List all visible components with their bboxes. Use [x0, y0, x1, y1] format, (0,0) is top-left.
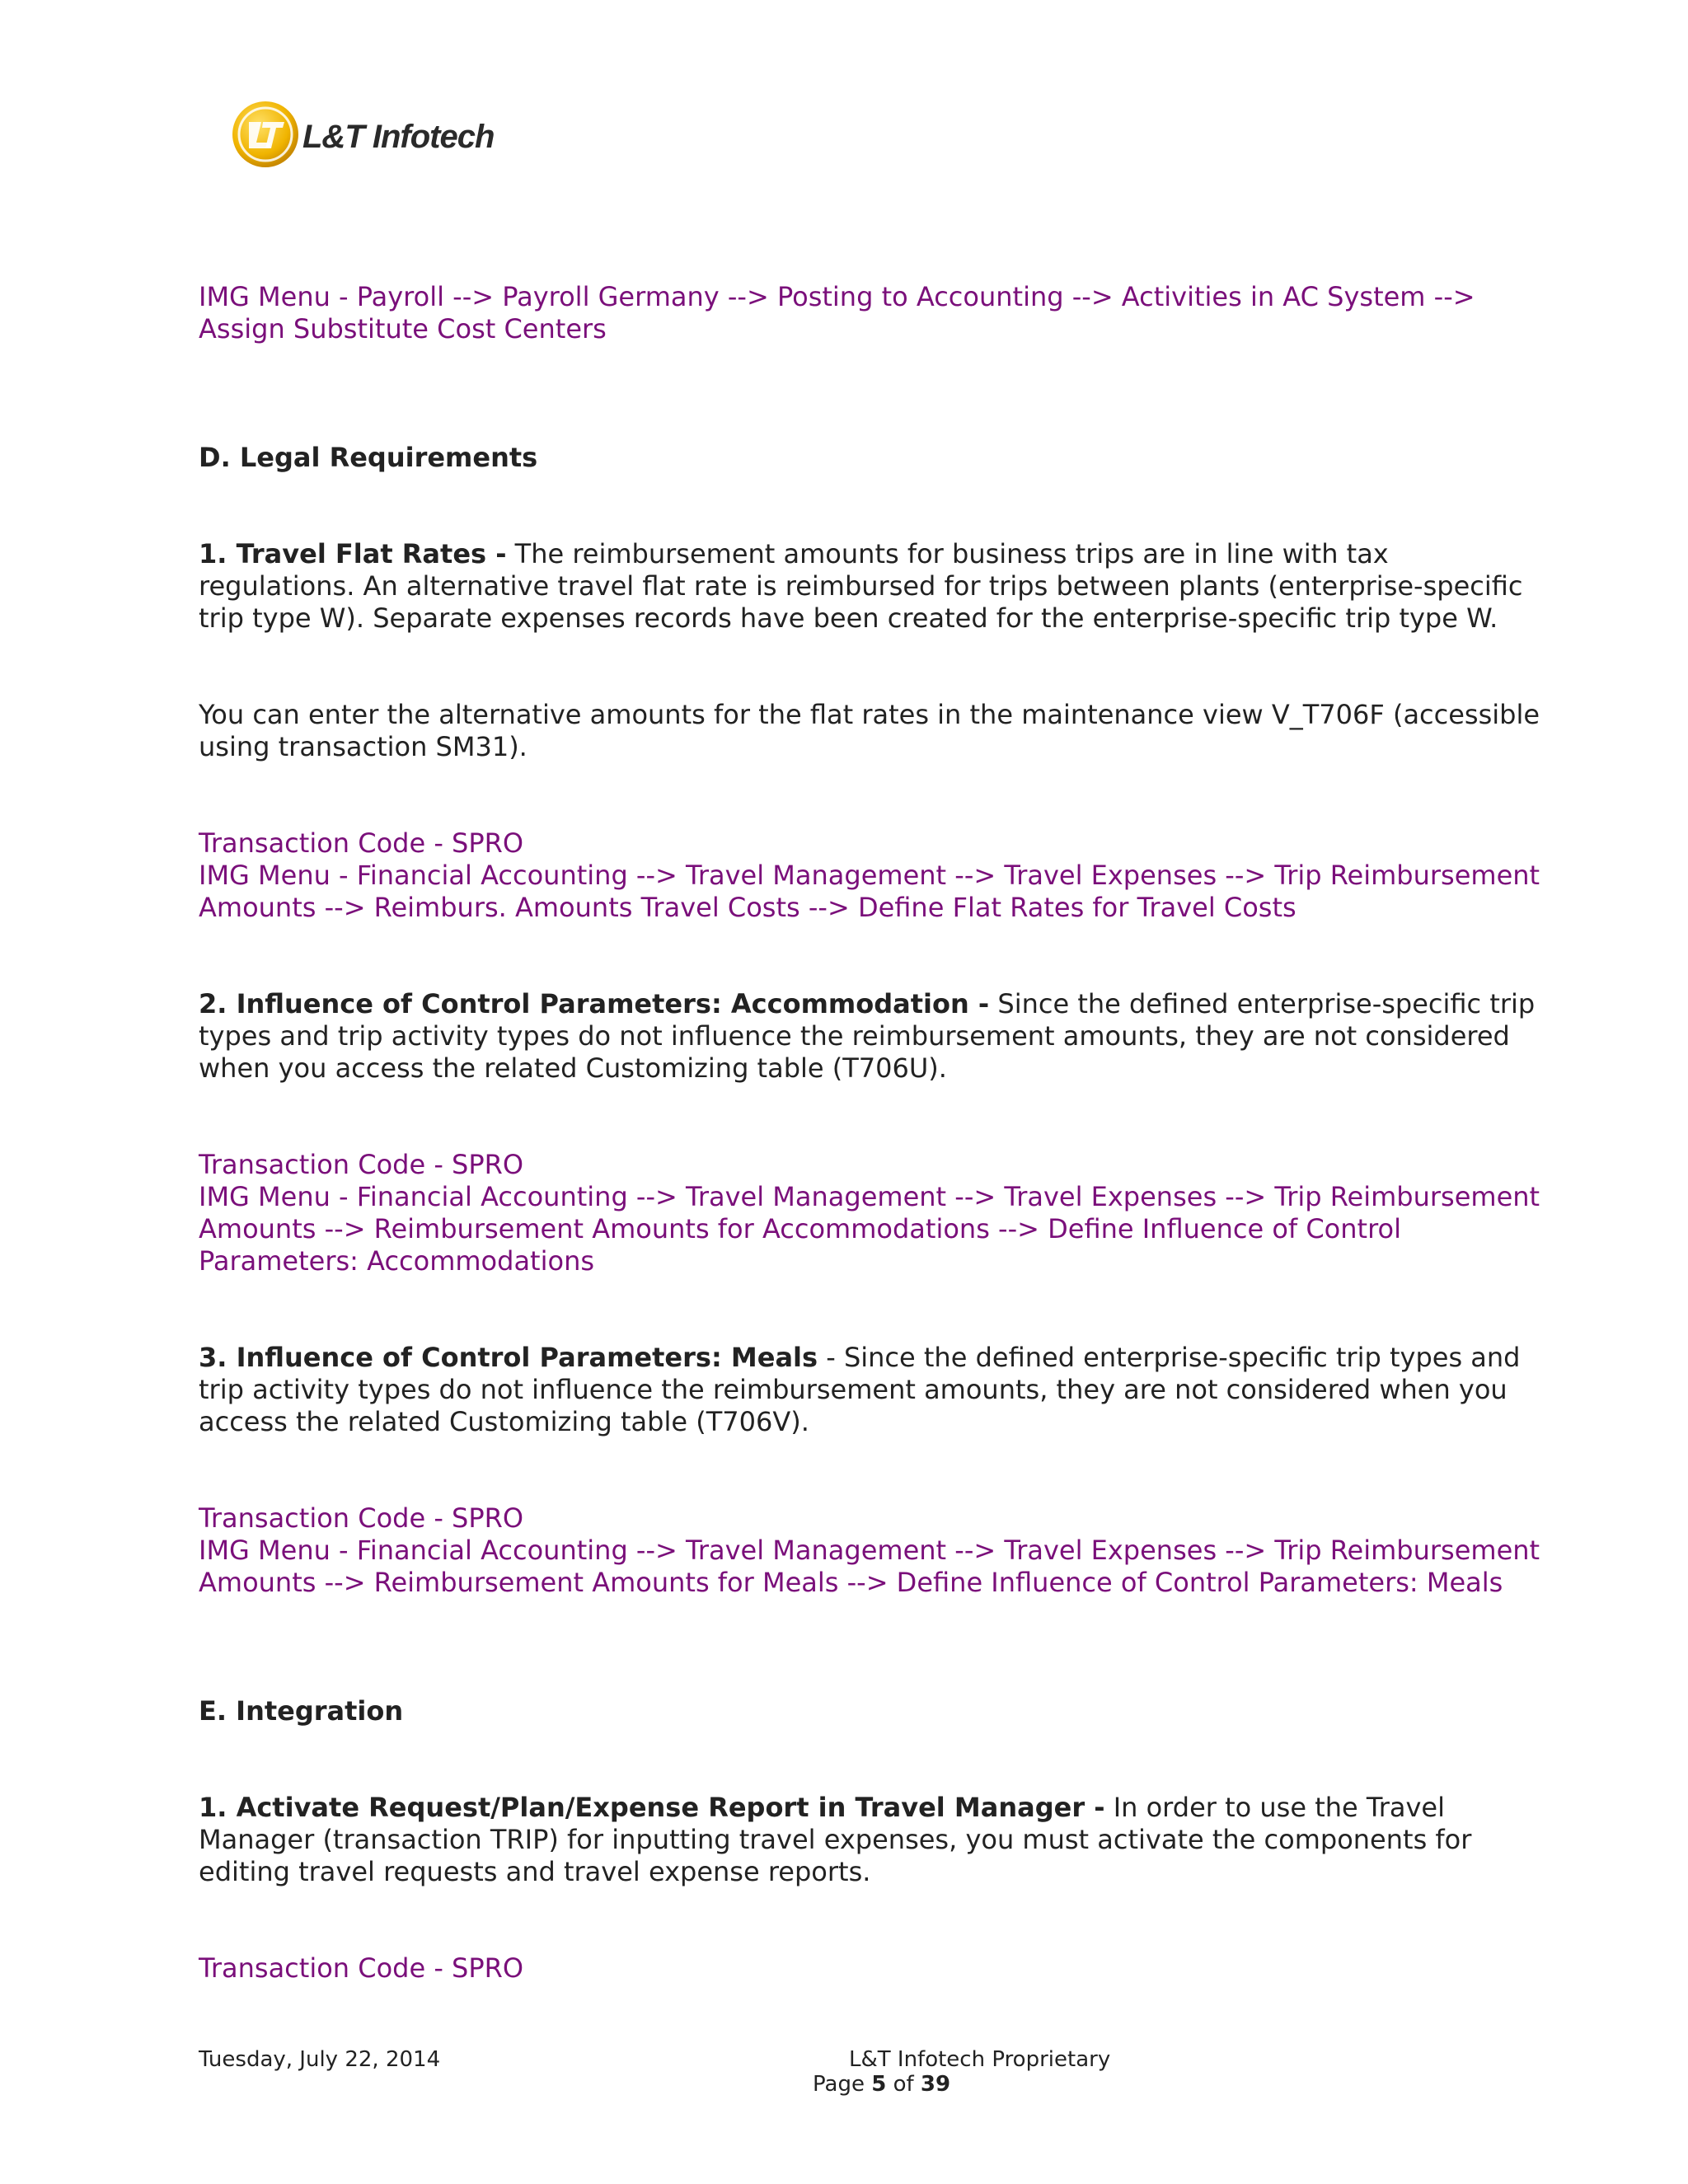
item2-paragraph: [199, 988, 1550, 1085]
lt-emblem-icon: [228, 97, 302, 171]
e-item1-title: 1. Activate Request/Plan/Expense Report in Travel Manager -: [199, 1792, 1105, 1823]
item3-title: 3. Influence of Control Parameters: Meals: [199, 1342, 818, 1373]
item2-text: Since the defined enterprise-specific trip types and trip activity types do not influence the reimbursement amounts, they are not considered when you access the related Customizing table (T706U).: [199, 988, 1536, 1084]
page-prefix: Page: [813, 2072, 872, 2097]
footer-page-number: [813, 2072, 950, 2097]
page-total: 39: [920, 2072, 951, 2097]
document-body: [199, 281, 1550, 1985]
company-logo: [228, 97, 500, 180]
footer-date: Tuesday, July 22, 2014: [199, 2047, 441, 2072]
item2-title: 2. Influence of Control Parameters: Accommodation -: [199, 988, 990, 1019]
e-item1-text: In order to use the Travel Manager (transaction TRIP) for inputting travel expenses, you must activate the components for editing travel requests and travel expense reports.: [199, 1792, 1472, 1887]
page-current: 5: [871, 2072, 887, 2097]
footer-proprietary: L&T Infotech Proprietary: [849, 2047, 1111, 2072]
img-menu-payroll: IMG Menu - Payroll --> Payroll Germany --> Posting to Accounting --> Activities in AC System --> Assign Substitute Cost Centers: [199, 281, 1475, 344]
section-e-title: E. Integration: [199, 1695, 404, 1727]
section-d-title: D. Legal Requirements: [199, 442, 538, 473]
item2-img-menu: IMG Menu - Financial Accounting --> Travel Management --> Travel Expenses --> Trip Reimbursement Amounts --> Reimbursement Amounts for Accommodations --> Define Influence of Control Parameters: Accommodations: [199, 1181, 1540, 1277]
page-of: of: [886, 2072, 921, 2097]
item1-transaction-code: Transaction Code - SPRO: [199, 827, 524, 859]
e-item1-transaction-code: Transaction Code - SPRO: [199, 1952, 524, 1984]
item3-text: - Since the defined enterprise-specific trip types and trip activity types do not influence the reimbursement amounts, they are not considered when you access the related Customizing table (T706V).: [199, 1342, 1521, 1437]
item1-img-menu: IMG Menu - Financial Accounting --> Travel Management --> Travel Expenses --> Trip Reimbursement Amounts --> Reimburs. Amounts Travel Costs --> Define Flat Rates for Travel Costs: [199, 860, 1540, 923]
item1-paragraph: [199, 538, 1550, 635]
item3-paragraph: [199, 1342, 1550, 1438]
item2-transaction-code: Transaction Code - SPRO: [199, 1149, 524, 1180]
section-e-heading: [199, 1695, 1550, 1727]
item3-transaction-code: Transaction Code - SPRO: [199, 1502, 524, 1534]
item1-paragraph-2: You can enter the alternative amounts for the flat rates in the maintenance view V_T706F (accessible using transaction SM31).: [199, 699, 1540, 762]
logo-wordmark: L&T Infotech: [302, 119, 495, 155]
item3-img-menu: IMG Menu - Financial Accounting --> Travel Management --> Travel Expenses --> Trip Reimbursement Amounts --> Reimbursement Amounts for Meals --> Define Influence of Control Parameters: Meals: [199, 1535, 1540, 1598]
section-d-heading: [199, 442, 1550, 474]
e-item1-paragraph: [199, 1792, 1550, 1888]
item1-text: The reimbursement amounts for business trips are in line with tax regulations. An alternative travel flat rate is reimbursed for trips between plants (enterprise-specific trip type W). Separate expenses records have been created for the enterprise-specific trip type W.: [199, 538, 1523, 634]
item1-title: 1. Travel Flat Rates -: [199, 538, 507, 569]
